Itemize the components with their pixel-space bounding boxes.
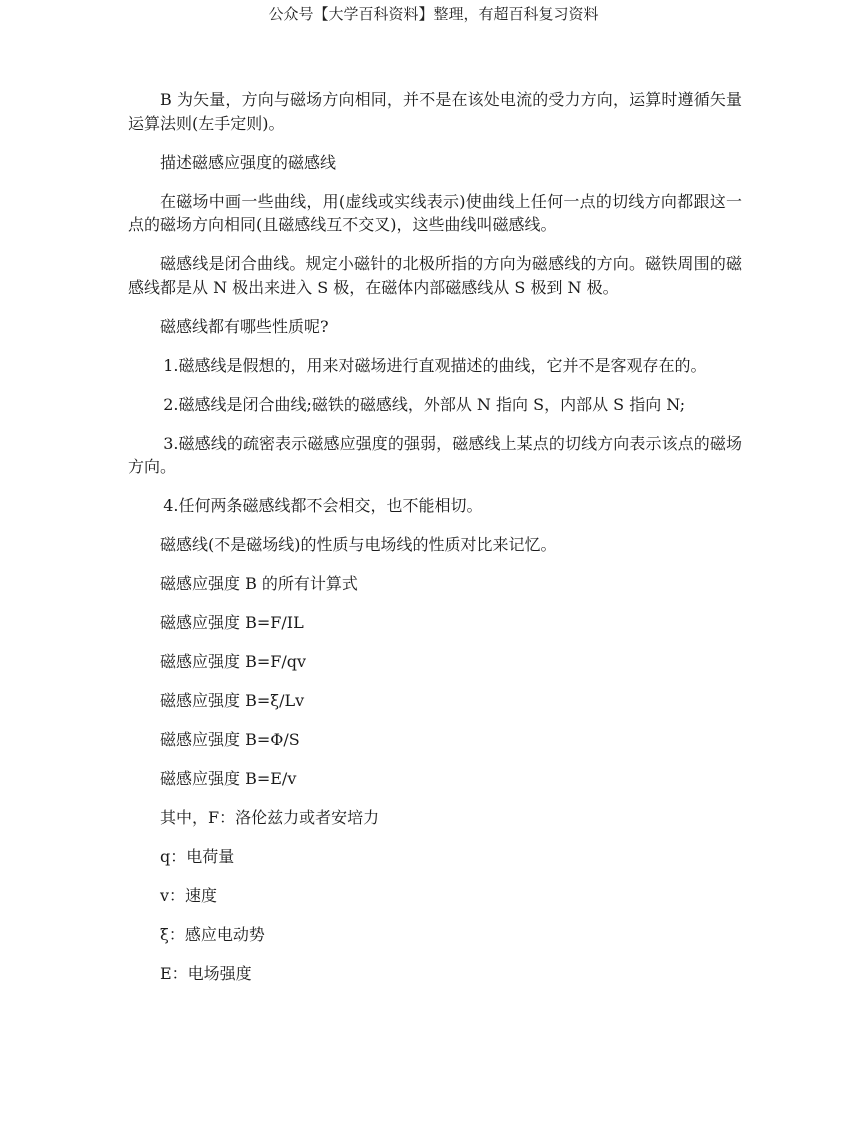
legend-f: 其中，F：洛伦兹力或者安培力 xyxy=(160,808,380,827)
legend-xi: ξ：感应电动势 xyxy=(160,925,265,944)
paragraph-formulas-heading: 磁感应强度 B 的所有计算式 xyxy=(160,574,358,593)
document-body xyxy=(128,88,742,1001)
formula-b-f-qv: 磁感应强度 B=F/qv xyxy=(160,652,307,671)
formula-b-f-il: 磁感应强度 B=F/IL xyxy=(160,613,304,632)
formula-b-xi-lv: 磁感应强度 B=ξ/Lv xyxy=(160,691,305,710)
paragraph-heading-field-lines: 描述磁感应强度的磁感线 xyxy=(160,152,337,172)
legend-e: E：电场强度 xyxy=(160,964,252,983)
formula-b-phi-s: 磁感应强度 B=Φ/S xyxy=(160,730,300,749)
list-item-property-1: 1.磁感线是假想的，用来对磁场进行直观描述的曲线，它并不是客观存在的。 xyxy=(163,355,707,375)
paragraph-field-line-definition: 在磁场中画一些曲线，用(虚线或实线表示)使曲线上任何一点的切线方向都跟这一点的磁场方向相同(且磁感线互不交叉)，这些曲线叫磁感线。 xyxy=(128,191,742,234)
list-item-property-4: 4.任何两条磁感线都不会相交，也不能相切。 xyxy=(163,496,483,515)
list-item-property-3: 3.磁感线的疏密表示磁感应强度的强弱，磁感线上某点的切线方向表示该点的磁场方向。 xyxy=(128,433,742,476)
paragraph-vector-b: B 为矢量，方向与磁场方向相同，并不是在该处电流的受力方向，运算时遵循矢量运算法则(左手定则)。 xyxy=(128,90,742,133)
legend-v: v：速度 xyxy=(160,886,218,905)
page-header: 公众号【大学百科资料】整理，有超百科复习资料 xyxy=(268,5,599,23)
paragraph-closed-curve: 磁感线是闭合曲线。规定小磁针的北极所指的方向为磁感线的方向。磁铁周围的磁感线都是从 N 极出来进入 S 极，在磁体内部磁感线从 S 极到 N 极。 xyxy=(128,254,742,297)
formula-b-e-v: 磁感应强度 B=E/v xyxy=(160,769,297,788)
paragraph-comparison-note: 磁感线(不是磁场线)的性质与电场线的性质对比来记忆。 xyxy=(160,535,557,554)
paragraph-properties-question: 磁感线都有哪些性质呢? xyxy=(160,316,329,336)
legend-q: q：电荷量 xyxy=(160,847,235,866)
list-item-property-2: 2.磁感线是闭合曲线;磁铁的磁感线，外部从 N 指向 S，内部从 S 指向 N; xyxy=(163,394,686,414)
